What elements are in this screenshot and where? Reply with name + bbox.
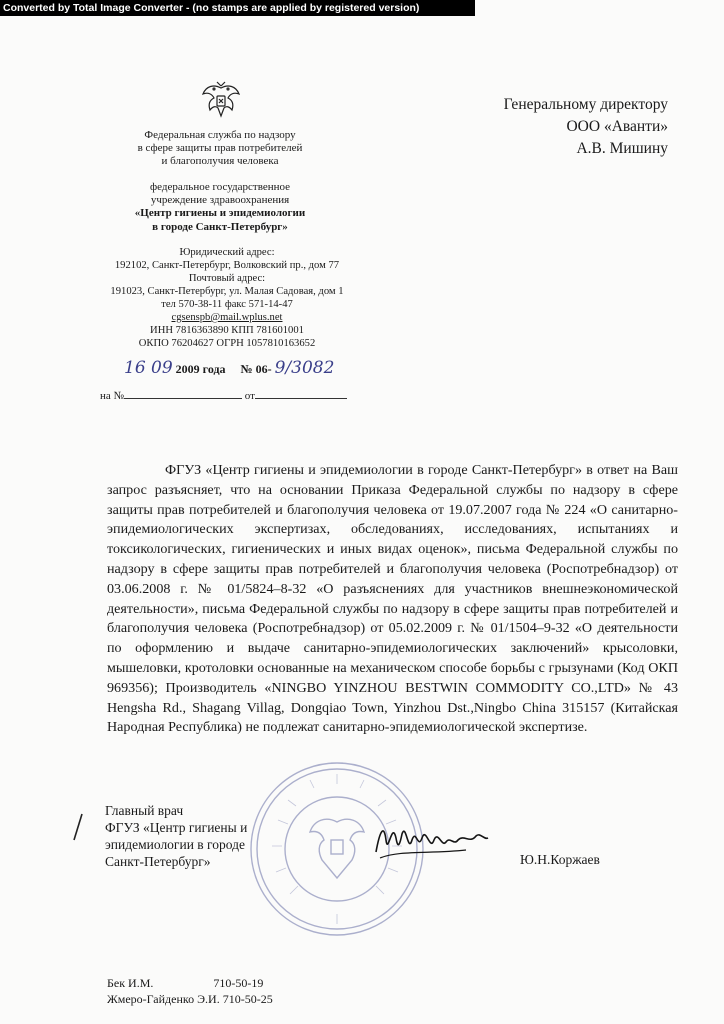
body-paragraph: ФГУЗ «Центр гигиены и эпидемиологии в городе Санкт-Петербург» в ответ на Ваш запрос разъясняет, что на основании Приказа Федеральной службы по надзору в сфере защиты прав потребителей и благополучия человека от 19.07.2007 года № 224 «О санитарно-эпидемиологических экспертизах, обследованиях, исследованиях, испытаниях и токсикологических, гигиенических и иных видах оценок», письма Федеральной службы по надзору в сфере защиты прав потребителей и благополучия человека (Роспотребнадзор) от 03.06.2008 г. № 01/5824–8-32 «О разъяснениях для участников внешнеэкономической деятельности», письма Федеральной службы по надзору в сфере защиты прав потребителей и благополучия человека (Роспотребнадзор) от 05.02.2009 г. № 01/1504–9-32 «О деятельности по оформлению и выдаче санитарно-эпидемиологических заключений» крысоловки, мышеловки, кротоловки основанные на механическом способе борьбы с грызунами (Код ОКП 969356); Производитель «NINGBO YINZHOU BESTWIN COMMODITY CO.,LTD» № 43 Hengsha Rd., Shagang Villag, Dongqiao Town, Yinzhou Dst.,Ningbo China 315157 (Китайская Народная Республика) не подлежат санитарно-эпидемиологической экспертизе. bbox=[107, 462, 678, 736]
pen-mark-icon bbox=[70, 812, 86, 842]
inn-kpp: ИНН 7816363890 КПП 781601001 bbox=[150, 325, 304, 336]
coat-of-arms-icon bbox=[200, 80, 242, 120]
agency-name: Федеральная служба по надзору в сфере защиты прав потребителей и благополучия человека bbox=[137, 129, 303, 168]
contact-phone: 710-50-25 bbox=[222, 991, 273, 1006]
okpo-ogrn: ОКПО 76204627 ОГРН 1057810163652 bbox=[138, 338, 316, 349]
letter-body bbox=[107, 461, 678, 738]
reference-number-label: на № bbox=[100, 390, 125, 402]
signature-title: Главный врач ФГУЗ «Центр гигиены и эпидемиологии в городе Санкт-Петербург» bbox=[105, 803, 248, 869]
signer-name: Ю.Н.Коржаев bbox=[520, 852, 600, 867]
phone-fax: тел 570-38-11 факс 571-14-47 bbox=[161, 299, 293, 310]
legal-address: 192102, Санкт-Петербург, Волковский пр., дом 77 bbox=[114, 260, 340, 271]
outgoing-number-prefix: № 06- bbox=[240, 362, 272, 376]
institution-name: федеральное государственное учреждение здравоохранения «Центр гигиены и эпидемиологии в городе Санкт-Петербург» bbox=[134, 181, 306, 233]
recipient-block bbox=[460, 94, 668, 160]
legal-address-label: Юридический адрес: bbox=[179, 247, 275, 258]
handwritten-signature-icon bbox=[370, 810, 490, 870]
contact-name: Бек И.М. bbox=[107, 976, 154, 990]
recipient-title: Генеральному директору bbox=[503, 96, 668, 113]
contact-phone: 710-50-19 bbox=[213, 976, 264, 990]
reference-date-label: от bbox=[244, 390, 255, 402]
handwritten-number: 9/3082 bbox=[274, 358, 335, 378]
recipient-company: ООО «Аванти» bbox=[566, 118, 668, 135]
contact-persons bbox=[107, 976, 273, 1007]
converter-banner: Converted by Total Image Converter - (no stamps are applied by registered version) bbox=[0, 0, 475, 16]
recipient-name: А.В. Мишину bbox=[576, 140, 668, 157]
email-link[interactable]: cgsenspb@mail.wplus.net bbox=[171, 312, 283, 323]
contact-name: Жмеро-Гайденко Э.И. bbox=[107, 991, 220, 1006]
postal-address-label: Почтовый адрес: bbox=[188, 273, 266, 284]
date-year: 2009 года bbox=[175, 362, 226, 376]
postal-address: 191023, Санкт-Петербург, ул. Малая Садовая, дом 1 bbox=[110, 286, 344, 297]
outgoing-date-number bbox=[124, 358, 334, 378]
handwritten-date: 16 09 bbox=[124, 358, 173, 378]
reference-line bbox=[100, 388, 347, 402]
sender-address-block bbox=[96, 246, 358, 350]
